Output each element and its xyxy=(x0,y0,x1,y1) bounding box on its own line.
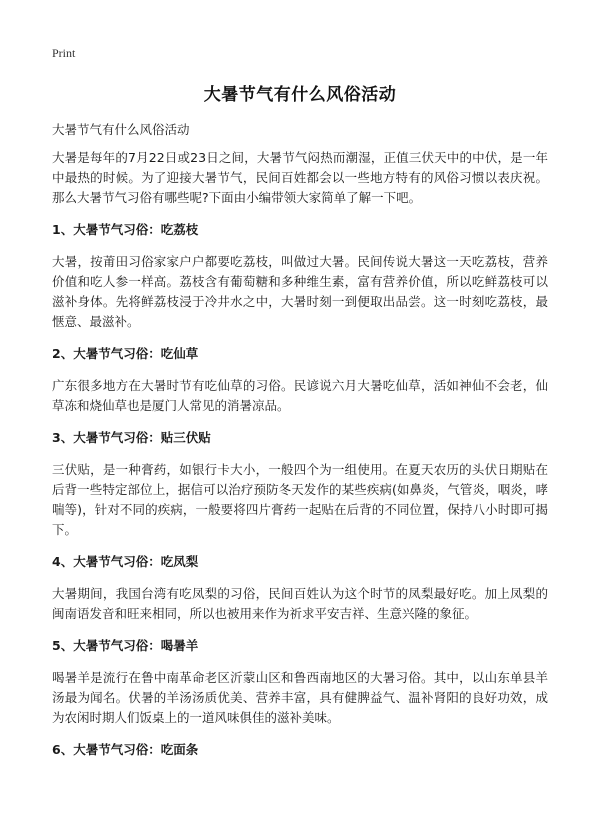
article-content xyxy=(52,148,548,772)
section-heading-4: 4、大暑节气习俗：吃凤梨 xyxy=(52,554,199,569)
section-heading-2: 2、大暑节气习俗：吃仙草 xyxy=(52,346,199,361)
intro-paragraph: 大暑是每年的7月22日或23日之间，大暑节气闷热而潮湿，正值三伏天中的中伏，是一年中最热的时候。为了迎接大暑节气，民间百姓都会以一些地方特有的风俗习惯以表庆祝。那么大暑节气习俗有哪些呢?下面由小编带领大家简单了解一下吧。 xyxy=(52,150,548,205)
print-link[interactable]: Print xyxy=(52,46,76,60)
section-heading-6: 6、大暑节气习俗：吃面条 xyxy=(52,742,199,757)
document-subtitle: 大暑节气有什么风俗活动 xyxy=(52,122,190,137)
section-heading-1: 1、大暑节气习俗：吃荔枝 xyxy=(52,222,199,237)
section-body-4: 大暑期间，我国台湾有吃凤梨的习俗，民间百姓认为这个时节的凤梨最好吃。加上凤梨的闽南语发音和旺来相同，所以也被用来作为祈求平安吉祥、生意兴隆的象征。 xyxy=(52,586,548,621)
section-body-3: 三伏贴，是一种膏药，如银行卡大小，一般四个为一组使用。在夏天农历的头伏日期贴在后背一些特定部位上，据信可以治疗预防冬天发作的某些疾病(如鼻炎，气管炎，咽炎，哮喘等)，针对不同的疾病，一般要将四片膏药一起贴在后背的不同位置，保持八小时即可揭下。 xyxy=(52,462,548,537)
section-body-1: 大暑，按莆田习俗家家户户都要吃荔枝，叫做过大暑。民间传说大暑这一天吃荔枝，营养价值和吃人参一样高。荔枝含有葡萄糖和多种维生素，富有营养价值，所以吃鲜荔枝可以滋补身体。先将鲜荔枝浸于冷井水之中，大暑时刻一到便取出品尝。这一时刻吃荔枝，最惬意、最滋补。 xyxy=(52,254,548,329)
document-title: 大暑节气有什么风俗活动 xyxy=(203,85,397,105)
section-heading-3: 3、大暑节气习俗：贴三伏贴 xyxy=(52,430,211,445)
section-heading-5: 5、大暑节气习俗：喝暑羊 xyxy=(52,638,199,653)
section-body-2: 广东很多地方在大暑时节有吃仙草的习俗。民谚说六月大暑吃仙草，活如神仙不会老，仙草冻和烧仙草也是厦门人常见的消暑凉品。 xyxy=(52,378,548,413)
section-body-5: 喝暑羊是流行在鲁中南革命老区沂蒙山区和鲁西南地区的大暑习俗。其中，以山东单县羊汤最为闻名。伏暑的羊汤汤质优美、营养丰富，具有健脾益气、温补肾阳的良好功效，成为农闲时期人们饭桌上的一道风味俱佳的滋补美味。 xyxy=(52,670,548,725)
